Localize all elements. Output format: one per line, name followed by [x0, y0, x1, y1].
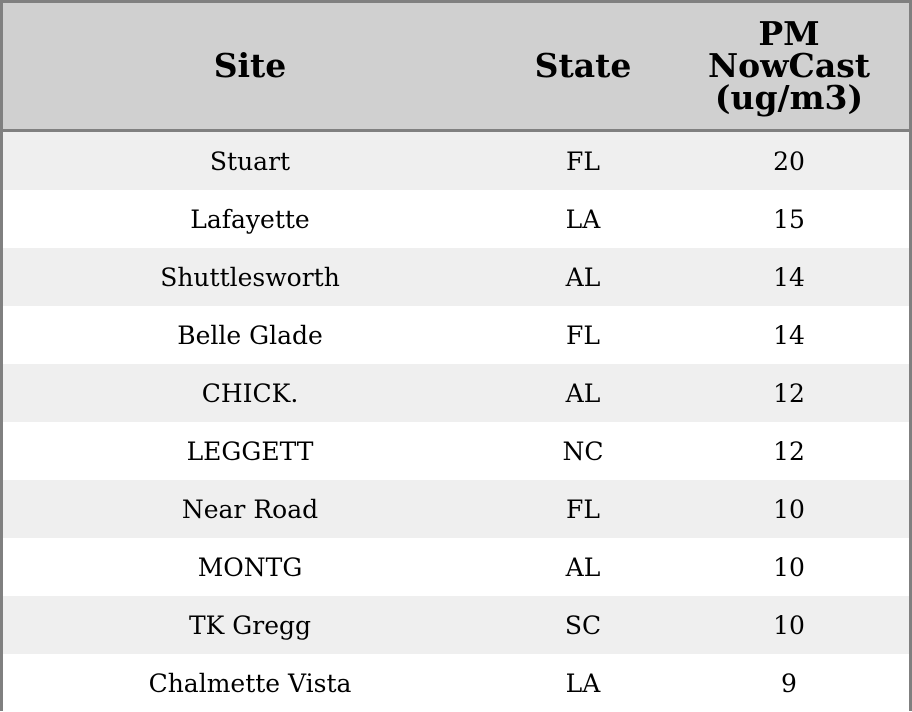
table-row [3, 306, 909, 364]
pm-value-cell: 12 [773, 378, 805, 408]
header-line: PM [758, 14, 820, 53]
site-cell: TK Gregg [188, 610, 312, 640]
pm-value-cell: 10 [773, 610, 805, 640]
table-row [3, 364, 909, 422]
table-row [3, 422, 909, 480]
site-cell: CHICK. [201, 378, 299, 408]
state-cell: LA [565, 204, 601, 234]
state-cell: AL [565, 552, 601, 582]
site-cell: Chalmette Vista [148, 668, 352, 698]
pm-value-cell: 10 [773, 552, 805, 582]
state-cell: AL [565, 262, 601, 292]
site-cell: Near Road [181, 494, 319, 524]
pm-value-cell: 15 [773, 204, 805, 234]
table-row [3, 248, 909, 306]
pm-value-cell: 14 [773, 320, 805, 350]
pm-value-cell: 14 [773, 262, 805, 292]
header-line: Site [213, 46, 287, 85]
state-cell: FL [566, 320, 600, 350]
column-header-state [497, 3, 669, 129]
header-line: State [534, 46, 632, 85]
site-cell: Stuart [209, 146, 291, 176]
table-row [3, 132, 909, 190]
header-line: (ug/m3) [714, 78, 864, 117]
column-header-site [3, 3, 497, 129]
state-cell: AL [565, 378, 601, 408]
column-header-pm-nowcast [669, 3, 909, 129]
site-cell: Shuttlesworth [160, 262, 340, 292]
header-line: NowCast [707, 46, 871, 85]
site-cell: LEGGETT [186, 436, 314, 466]
state-cell: NC [562, 436, 604, 466]
table-row [3, 596, 909, 654]
site-cell: MONTG [197, 552, 303, 582]
state-cell: SC [564, 610, 602, 640]
state-cell: LA [565, 668, 601, 698]
table-header [3, 3, 909, 132]
table-row [3, 480, 909, 538]
table-row [3, 654, 909, 712]
pm-value-cell: 12 [773, 436, 805, 466]
site-cell: Belle Glade [177, 320, 323, 350]
pm-value-cell: 10 [773, 494, 805, 524]
site-cell: Lafayette [190, 204, 310, 234]
pm-value-cell: 20 [773, 146, 805, 176]
pm-value-cell: 9 [781, 668, 797, 698]
state-cell: FL [566, 494, 600, 524]
table-row [3, 190, 909, 248]
table-row [3, 538, 909, 596]
table-body [3, 132, 909, 712]
state-cell: FL [566, 146, 600, 176]
